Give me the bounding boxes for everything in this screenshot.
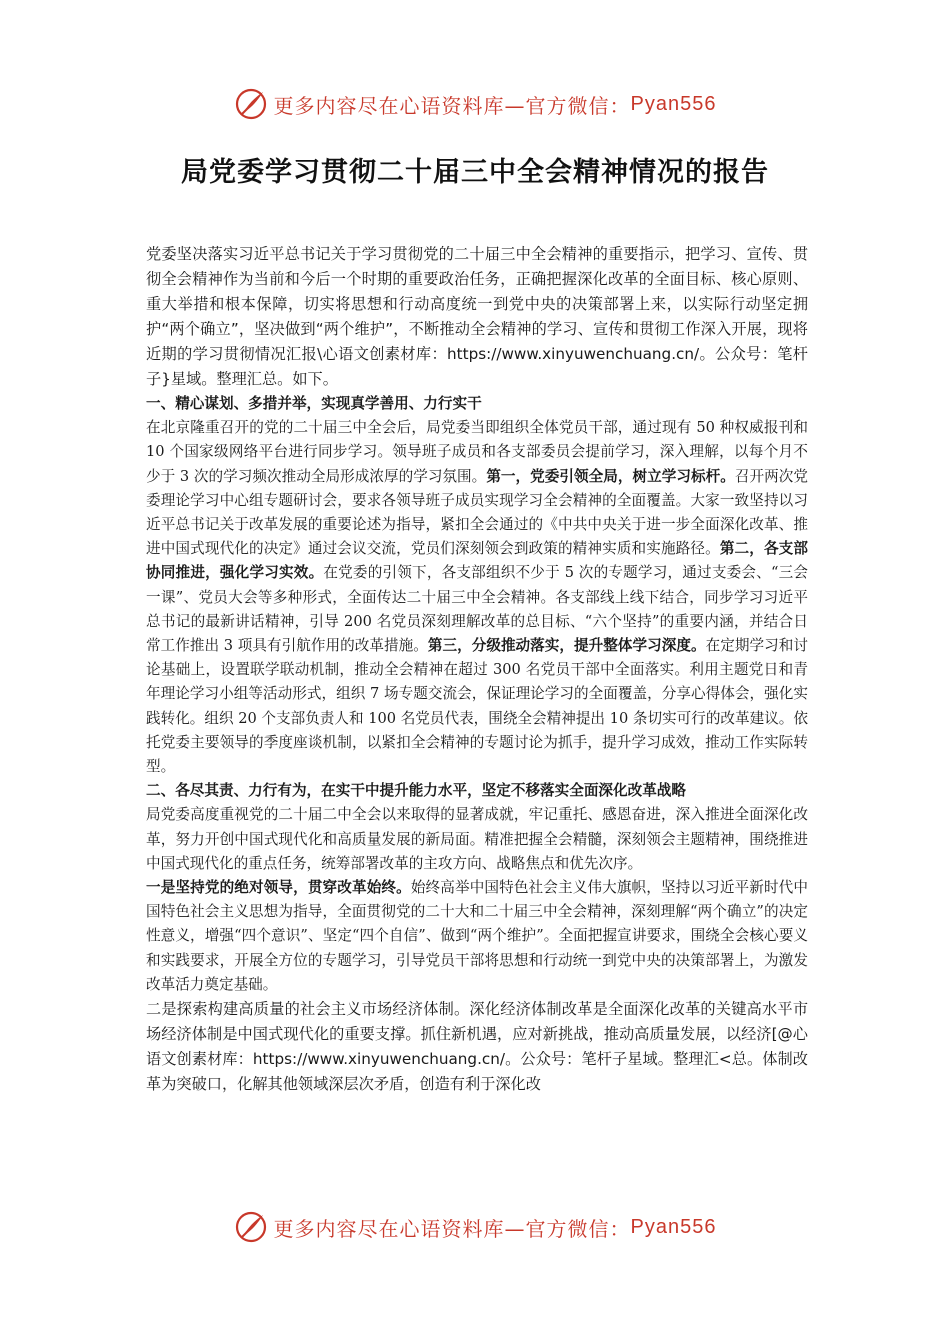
- section-1-point-1: 第一，党委引领全局，树立学习标杆。: [486, 467, 735, 485]
- intro-paragraph: 党委坚决落实习近平总书记关于学习贯彻党的二十届三中全会精神的重要指示，把学习、宣传、贯彻全会精神作为当前和今后一个时期的重要政治任务，正确把握深化改革的全面目标、核心原则、重大举措和根本保障，切实将思想和行动高度统一到党中央的决策部署上来，以实际行动坚定拥护“两个确立”，坚决做到“两个维护”，不断推动全会精神的学习、宣传和贯彻工作深入开展，现将近期的学习贯彻情况汇报\心语文创素材库：https://www.xinyuwenchuang.cn/。公众号：笔杆子}星域。整理汇总。如下。: [146, 245, 808, 388]
- watermark-footer: [0, 1207, 950, 1247]
- section-2-point-1: 一是坚持党的绝对领导，贯穿改革始终。: [146, 879, 411, 897]
- section-1-text-1: 在北京隆重召开的党的二十届三中全会后，局党委当即组织全体党员干部，通过现有 50 种权威报刊和 10 个国家级网络平台进行同步学习。领导班子成员和各支部委员会提前学习，深入理解，以每个月不少于 3 次的学习频次推动全局形成浓厚的学习氛围。: [146, 419, 808, 485]
- watermark-id: Pyan556: [630, 1215, 717, 1238]
- watermark-text: 更多内容尽在心语资料库—官方微信：: [273, 1216, 631, 1241]
- watermark-header: [0, 84, 950, 124]
- section-2-paragraph-1: 局党委高度重视党的二十届二中全会以来取得的显著成就，牢记重托、感恩奋进，深入推进全面深化改革，努力开创中国式现代化和高质量发展的新局面。精准把握全会精髓，深刻领会主题精神，围绕推进中国式现代化的重点任务，统筹部署改革的主攻方向、战略焦点和优先次序。: [146, 806, 808, 872]
- section-1-text-4: 在定期学习和讨论基础上，设置联学联动机制，推动全会精神在超过 300 名党员干部中全面落实。利用主题党日和青年理论学习小组等活动形式，组织 7 场专题交流会，保证理论学习的全面覆盖，分享心得体会，强化实践转化。组织 20 个支部负责人和 100 名党员代表，围绕全会精神提出 10 条切实可行的改革建议。依托党委主要领导的季度座谈机制，以紧扣全会精神的专题讨论为抓手，提升学习成效，推动工作实际转型。: [146, 637, 808, 776]
- section-1-point-3: 第三，分级推动落实，提升整体学习深度。: [427, 637, 706, 655]
- section-1-paragraph: [146, 416, 808, 779]
- section-2-paragraph-3: 二是探索构建高质量的社会主义市场经济体制。深化经济体制改革是全面深化改革的关键高水平市场经济体制是中国式现代化的重要支撑。抓住新机遇，应对新挑战，推动高质量发展，以经济[@心语文创素材库：https://www.xinyuwenchuang.cn/。公众号：笔杆子星域。整理汇<总。体制改革为突破口，化解其他领域深层次矛盾，创造有利于深化改: [146, 1000, 808, 1094]
- section-1-text-3: 在党委的引领下，各支部组织不少于 5 次的专题学习，通过支委会、“三会一课”、党员大会等多种形式，全面传达二十届三中全会精神。各支部线上线下结合，同步学习习近平总书记的最新讲话精神，引导 200 名党员深刻理解改革的总目标、“六个坚持”的重要内涵，并结合日常工作推出 3 项具有引航作用的改革措施。: [146, 564, 808, 655]
- quill-logo-icon: [234, 87, 268, 121]
- watermark-text: 更多内容尽在心语资料库—官方微信：: [273, 93, 631, 118]
- section-2-text-2: 始终高举中国特色社会主义伟大旗帜，坚持以习近平新时代中国特色社会主义思想为指导，全面贯彻党的二十大和二十届三中全会精神，深刻理解“两个确立”的决定性意义，增强“四个意识”、坚定“四个自信”、做到“两个维护”。全面把握宣讲要求，围绕全会核心要义和实践要求，开展全方位的专题学习，引导党员干部将思想和行动统一到党中央的决策部署上，为激发改革活力奠定基础。: [146, 879, 808, 993]
- document-body: [146, 242, 808, 1097]
- section-1-heading: 一、精心谋划、多措并举，实现真学善用、力行实干: [146, 395, 482, 412]
- section-2-heading: 二、各尽其责、力行有为，在实干中提升能力水平，坚定不移落实全面深化改革战略: [146, 782, 686, 800]
- section-1-point-2: 第二，各支部协同推进，强化学习实效。: [146, 540, 808, 582]
- section-2-paragraph-2: [146, 876, 808, 997]
- watermark-id: Pyan556: [630, 92, 717, 115]
- section-1-text-2: 召开两次党委理论学习中心组专题研讨会，要求各领导班子成员实现学习全会精神的全面覆盖。大家一致坚持以习近平总书记关于改革发展的重要论述为指导，紧扣全会通过的《中共中央关于进一步全面深化改革、推进中国式现代化的决定》通过会议交流，党员们深刻领会到政策的精神实质和实施路径。: [146, 467, 808, 558]
- quill-logo-icon: [234, 1210, 268, 1244]
- document-title: 局党委学习贯彻二十届三中全会精神情况的报告: [181, 157, 769, 188]
